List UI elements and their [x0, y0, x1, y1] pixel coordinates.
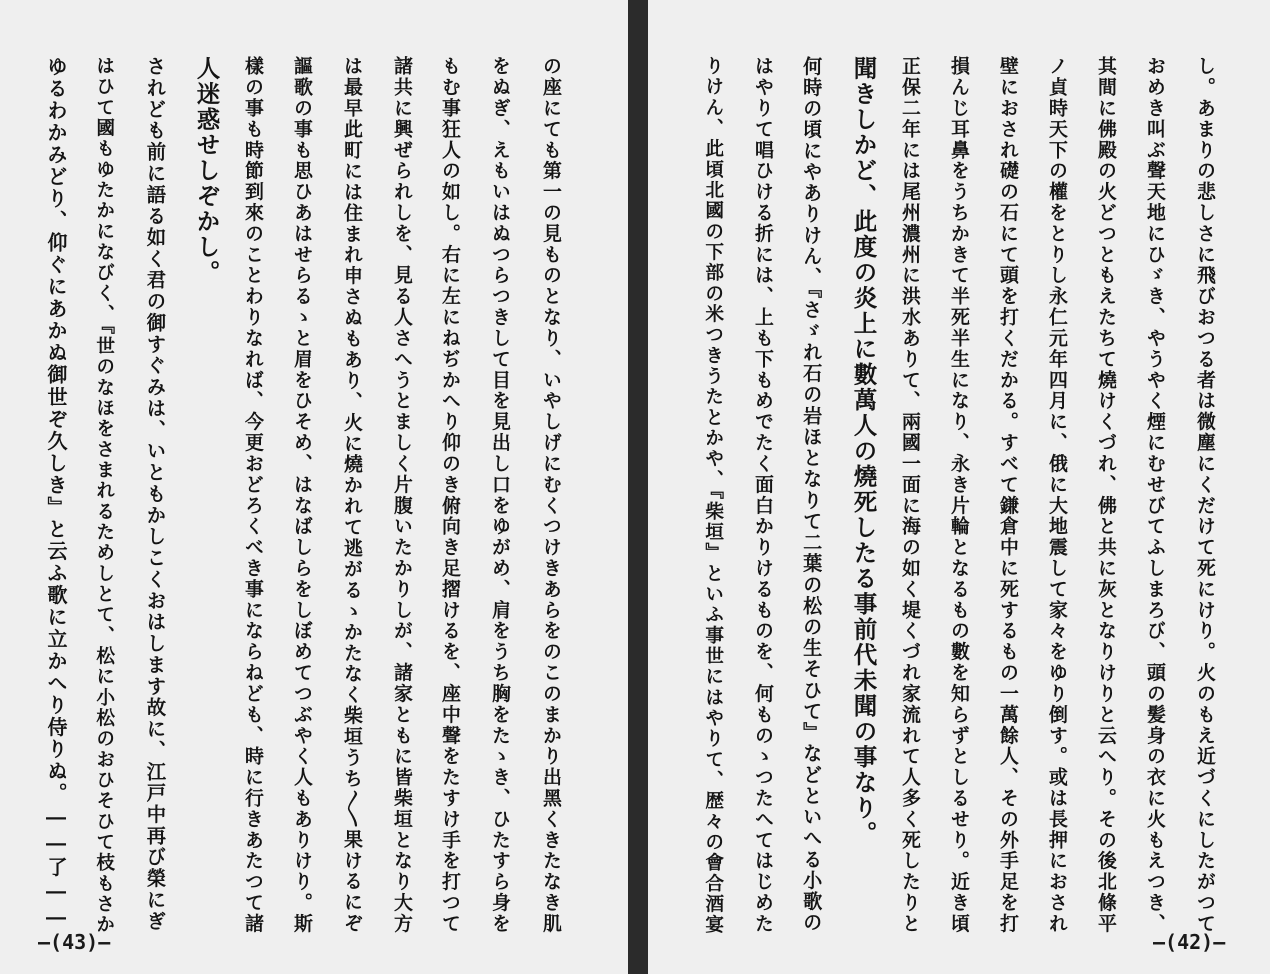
text-column: 壁におされ礎の石にて頭を打くだかる。すべて鎌倉中に死するもの一萬餘人、その外手足を打: [996, 56, 1019, 935]
text-column: 樣の事も時節到來のことわりなれば、今更おどろくべき事にならねども、時に行きあたつて諸: [241, 56, 264, 935]
text-column: をぬぎ、えもいはぬつらつきして目を見出し口をゆがめ、肩をうち胸をたゝき、ひたすら身を: [488, 56, 511, 935]
left-page: [0, 0, 628, 974]
text-column: の座にても第一の見ものとなり、いやしげにむくつけきあらをのこのまかり出黑くきたなき肌: [539, 56, 562, 935]
text-column: 何時の頃にやありけん、『さゞれ石の岩ほとなりて二葉の松の生そひて』などといへる小歌の: [800, 56, 824, 934]
text-column: りけん、此頃北國の下部の米つきうたとかや、『柴垣』といふ事世にはやりて、歴々の會合酒宴: [702, 56, 725, 936]
right-page: [648, 0, 1270, 974]
text-column: 謳歌の事も思ひあはせらるゝと眉をひそめ、はなばしらをしぼめてつぶやく人もありけり。斯: [290, 56, 313, 935]
text-column: もむ事狂人の如し。右に左にねぢかへり仰のき俯向き足摺けるを、座中聲をたすけ手を打つて: [438, 56, 461, 935]
text-column: されども前に語る如く君の御すぐみは、いともかしこくおはします故に、江戸中再び榮にぎ: [143, 56, 167, 933]
text-column: 損んじ耳鼻をうちかきて半死半生になり、永き片輪となるもの數を知らずとしるせり。近き頃: [947, 56, 970, 935]
text-column: ノ貞時天下の權をとりし永仁元年四月に、俄に大地震して家々をゆり倒す。或は長押におされ: [1045, 56, 1068, 935]
text-column: は最早此町には住まれ申さぬもあり、火に燒かれて逃がるゝかたなく柴垣うち〳〵果けるにぞ: [340, 56, 363, 934]
text-column: 人迷惑せしぞかし。: [192, 56, 221, 286]
text-column: 正保二年には尾州濃州に洪水ありて、兩國一面に海の如く堤くづれ家流れて人多く死したりと: [898, 56, 921, 935]
text-column: し。あまりの悲しさに飛びおつる者は微塵にくだけて死にけり。火のもえ近づくにしたがつて: [1193, 56, 1216, 935]
text-column: 其間に佛殿の火どつともえたちて燒けくづれ、佛と共に灰となりけりと云へり。その後北條平: [1094, 56, 1117, 935]
text-column: ゆるわかみどり、仰ぐにあかぬ御世ぞ久しき』と云ふ歌に立かへり侍りぬ。――了――: [44, 56, 69, 931]
text-column: 諸共に興ぜられしを、見る人さへうとましく片腹いたかりしが、諸家ともに皆柴垣となり大方: [390, 56, 413, 935]
text-column: はやりて唱ひける折には、上も下もめでたく面白かりけるものを、何ものゝつたへてはじめた: [751, 56, 774, 935]
text-column: 聞きしかど、此度の炎上に數萬人の燒死したる事前代未聞の事なり。: [849, 56, 878, 847]
page-number: –(43)–: [38, 930, 111, 954]
text-column: はひて國もゆたかになびく、『世のなほをさまれるためしとて、松に小松のおひそひて枝もさか: [93, 56, 116, 936]
text-column: おめき叫ぶ聲天地にひゞき、やうやく煙にむせびてふしまろび、頭の髪身の衣に火もえつき、: [1143, 56, 1166, 935]
book-gutter: [628, 0, 648, 974]
page-number: –(42)–: [1153, 930, 1226, 954]
